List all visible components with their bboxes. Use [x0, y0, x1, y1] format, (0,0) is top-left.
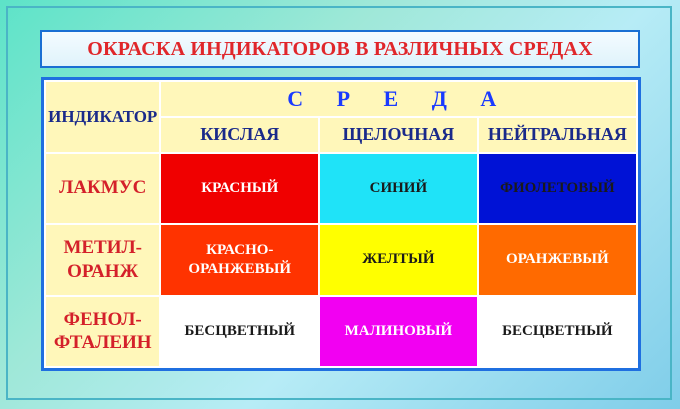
color-cell-methyl-alkaline [319, 224, 478, 296]
indicator-name [45, 153, 160, 225]
color-name: МАЛИНОВЫЙ [344, 322, 453, 339]
indicator-color-table [44, 80, 638, 368]
color-cell-methyl-neutral [478, 224, 637, 296]
indicator-name-line: ОРАНЖ [67, 260, 139, 282]
color-name: ОРАНЖЕВЫЙ [506, 251, 609, 268]
medium-header: С Р Е Д А [160, 81, 637, 117]
color-cell-phenol-alkaline [319, 296, 478, 368]
table-row-phenolphthalein [45, 296, 637, 368]
indicator-header: ИНДИКАТОР [45, 81, 160, 153]
indicator-table-container [41, 77, 641, 371]
color-cell-litmus-neutral [478, 153, 637, 225]
title-banner [40, 30, 640, 68]
indicator-name [45, 296, 160, 368]
table-row-litmus [45, 153, 637, 225]
color-name: КРАСНО- [206, 242, 274, 258]
color-cell-methyl-acidic [160, 224, 319, 296]
table-row-methyl-orange [45, 224, 637, 296]
medium-neutral: НЕЙТРАЛЬНАЯ [478, 117, 637, 153]
color-name: БЕСЦВЕТНЫЙ [502, 322, 613, 339]
color-name: ОРАНЖЕВЫЙ [188, 260, 292, 277]
indicator-name-line: МЕТИЛ- [63, 237, 142, 258]
color-name: СИНИЙ [369, 179, 428, 196]
indicator-name-line: ФЕНОЛ- [63, 308, 142, 330]
color-name: КРАСНЫЙ [201, 179, 279, 196]
color-cell-litmus-alkaline [319, 153, 478, 225]
indicator-name-line: ЛАКМУС [59, 177, 147, 199]
color-name: ЖЕЛТЫЙ [362, 251, 435, 268]
color-cell-litmus-acidic [160, 153, 319, 225]
indicator-name-line: ФТАЛЕИН [53, 332, 152, 354]
color-name: БЕСЦВЕТНЫЙ [184, 322, 296, 339]
page-title: ОКРАСКА ИНДИКАТОРОВ В РАЗЛИЧНЫХ СРЕДАХ [87, 37, 593, 60]
color-name: ФИОЛЕТОВЫЙ [500, 179, 615, 196]
indicator-name [45, 224, 160, 296]
color-cell-phenol-acidic [160, 296, 319, 368]
medium-alkaline: ЩЕЛОЧНАЯ [319, 117, 478, 153]
color-cell-phenol-neutral [478, 296, 637, 368]
medium-acidic: КИСЛАЯ [160, 117, 319, 153]
